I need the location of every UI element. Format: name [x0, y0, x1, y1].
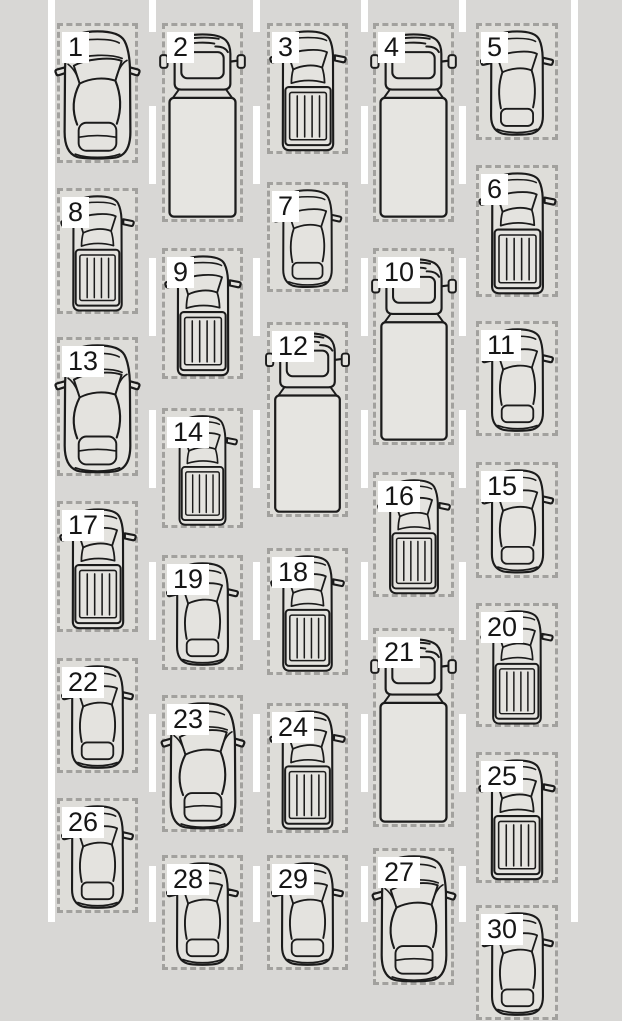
parking-spot-3[interactable]: [267, 23, 348, 154]
spot-number-label: 25: [481, 761, 523, 792]
parking-spot-4[interactable]: [373, 23, 454, 222]
parking-spot-28[interactable]: [162, 855, 243, 970]
parking-spot-10[interactable]: [373, 248, 454, 445]
spot-number-label: 11: [481, 330, 521, 361]
spot-number-label: 28: [167, 864, 209, 895]
parking-spot-30[interactable]: [476, 905, 558, 1020]
parking-spot-18[interactable]: [267, 548, 348, 675]
parking-spot-19[interactable]: [162, 555, 243, 670]
spot-number-label: 21: [378, 637, 420, 668]
parking-spot-8[interactable]: [57, 188, 138, 314]
spot-number-label: 12: [272, 331, 314, 362]
spot-number-label: 6: [481, 174, 508, 205]
spot-number-label: 7: [272, 191, 299, 222]
spot-number-label: 9: [167, 257, 194, 288]
spot-number-label: 5: [481, 32, 508, 63]
spot-number-label: 24: [272, 712, 314, 743]
parking-spot-25[interactable]: [476, 752, 558, 883]
spot-number-label: 30: [481, 914, 523, 945]
parking-spot-6[interactable]: [476, 165, 558, 297]
parking-spot-14[interactable]: [162, 408, 243, 528]
spot-number-label: 10: [378, 257, 420, 288]
parking-spot-17[interactable]: [57, 501, 138, 632]
spot-number-label: 2: [167, 32, 194, 63]
parking-spot-2[interactable]: [162, 23, 243, 222]
parking-spot-22[interactable]: [57, 658, 138, 773]
parking-spot-16[interactable]: [373, 472, 454, 597]
parking-spot-13[interactable]: [57, 337, 138, 476]
parking-spot-9[interactable]: [162, 248, 243, 379]
spot-number-label: 27: [378, 857, 420, 888]
lane-marking-solid: [571, 0, 578, 922]
spot-number-label: 29: [272, 864, 314, 895]
parking-spot-11[interactable]: [476, 321, 558, 436]
parking-spot-27[interactable]: [373, 848, 454, 985]
spot-number-label: 14: [167, 417, 209, 448]
parking-spot-12[interactable]: [267, 322, 348, 517]
spot-number-label: 26: [62, 807, 104, 838]
parking-spot-15[interactable]: [476, 462, 558, 578]
spot-number-label: 1: [62, 32, 89, 63]
parking-spot-21[interactable]: [373, 628, 454, 827]
spot-number-label: 20: [481, 612, 523, 643]
spot-number-label: 13: [62, 346, 104, 377]
parking-spot-23[interactable]: [162, 695, 243, 832]
parking-spot-7[interactable]: [267, 182, 348, 292]
spot-number-label: 15: [481, 471, 523, 502]
spot-number-label: 22: [62, 667, 104, 698]
parking-spot-26[interactable]: [57, 798, 138, 913]
spot-number-label: 17: [62, 510, 104, 541]
spot-number-label: 4: [378, 32, 405, 63]
spot-number-label: 16: [378, 481, 420, 512]
spot-number-label: 19: [167, 564, 209, 595]
parking-spot-20[interactable]: [476, 603, 558, 727]
spot-number-label: 18: [272, 557, 314, 588]
parking-spot-29[interactable]: [267, 855, 348, 970]
spot-number-label: 8: [62, 197, 89, 228]
spot-number-label: 3: [272, 32, 299, 63]
spot-number-label: 23: [167, 704, 209, 735]
parking-spot-24[interactable]: [267, 703, 348, 833]
parking-spot-5[interactable]: [476, 23, 558, 140]
lane-marking-dashed: [253, 0, 260, 922]
parking-spot-1[interactable]: [57, 23, 138, 163]
